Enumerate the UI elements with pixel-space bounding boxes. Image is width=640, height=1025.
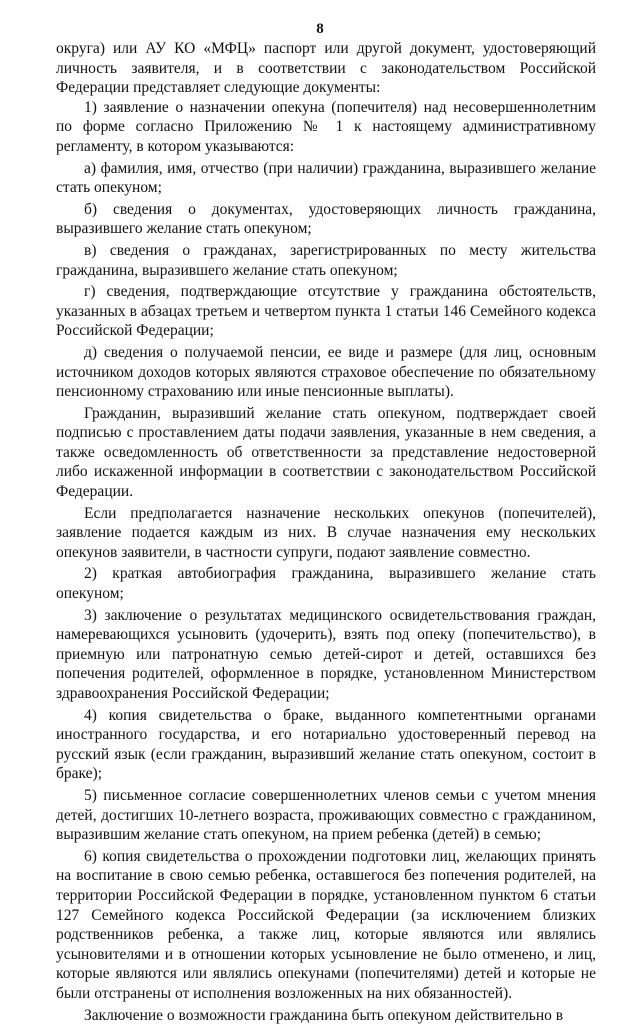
sub-item-d: д) сведения о получаемой пенсии, ее виде и размере (для лиц, основным источником доходов которых являются страховое обеспечение по обязательному пенсионному страхованию или иные пенсионные выплаты). bbox=[56, 343, 596, 402]
sub-item-b: б) сведения о документах, удостоверяющих личность гражданина, выразившего желание стать опекуном; bbox=[56, 200, 596, 239]
list-item-2: 2) краткая автобиография гражданина, выразившего желание стать опекуном; bbox=[56, 564, 596, 603]
list-item-5: 5) письменное согласие совершеннолетних членов семьи с учетом мнения детей, достигших 10-летнего возраста, проживающих совместно с гражданином, выразившим желание стать опекуном, на прием ребенка (детей) в семью; bbox=[56, 786, 596, 845]
paragraph-continuation: округа) или АУ КО «МФЦ» паспорт или другой документ, удостоверяющий личность заявителя, и в соответствии с законодательством Российской Федерации представляет следующие документы: bbox=[56, 39, 596, 98]
sub-item-a: а) фамилия, имя, отчество (при наличии) гражданина, выразившего желание стать опекуном; bbox=[56, 159, 596, 198]
list-item-6: 6) копия свидетельства о прохождении подготовки лиц, желающих принять на воспитание в свою семью ребенка, оставшегося без попечения родителей, на территории Российской Федерации в порядке, установленном пунктом 6 статьи 127 Семейного кодекса Российской Федерации (за исключением близких родственников ребенка, а также лиц, которые являются или являлись усыновителями и в отношении которых усыновление не было отменено, и лиц, которые являются или являлись опекунами (попечителями) детей и которые не были отстранены от исполнения возложенных на них обязанностей). bbox=[56, 847, 596, 1004]
paragraph-signature: Гражданин, выразивший желание стать опекуном, подтверждает своей подписью с проставлением даты подачи заявления, указанные в нем сведения, а также осведомленность об ответственности за представление недостоверной либо искаженной информации в соответствии с законодательством Российской Федерации. bbox=[56, 404, 596, 502]
sub-item-v: в) сведения о гражданах, зарегистрированных по месту жительства гражданина, выразившего желание стать опекуном; bbox=[56, 241, 596, 280]
list-item-1: 1) заявление о назначении опекуна (попечителя) над несовершеннолетним по форме согласно Приложению № 1 к настоящему административному регламенту, в котором указываются: bbox=[56, 98, 596, 157]
list-item-3: 3) заключение о результатах медицинского освидетельствования граждан, намеревающихся усыновить (удочерить), взять под опеку (попечительство), в приемную или патронатную семью детей-сирот и детей, оставшихся без попечения родителей, оформленное в порядке, установленном Министерством здравоохранения Российской Федерации; bbox=[56, 606, 596, 704]
document-body bbox=[56, 39, 596, 1025]
paragraph-several-guardians: Если предполагается назначение нескольких опекунов (попечителей), заявление подается каждым из них. В случае назначения ему нескольких опекунов заявители, в частности супруги, подают заявление совместно. bbox=[56, 504, 596, 563]
list-item-4: 4) копия свидетельства о браке, выданного компетентными органами иностранного государства, и его нотариально удостоверенный перевод на русский язык (если гражданин, выразивший желание стать опекуном, состоит в браке); bbox=[56, 706, 596, 784]
sub-item-g: г) сведения, подтверждающие отсутствие у гражданина обстоятельств, указанных в абзацах третьем и четвертом пункта 1 статьи 146 Семейного кодекса Российской Федерации; bbox=[56, 282, 596, 341]
paragraph-conclusion: Заключение о возможности гражданина быть опекуном действительно в bbox=[56, 1006, 596, 1025]
page-number: 8 bbox=[0, 20, 640, 38]
